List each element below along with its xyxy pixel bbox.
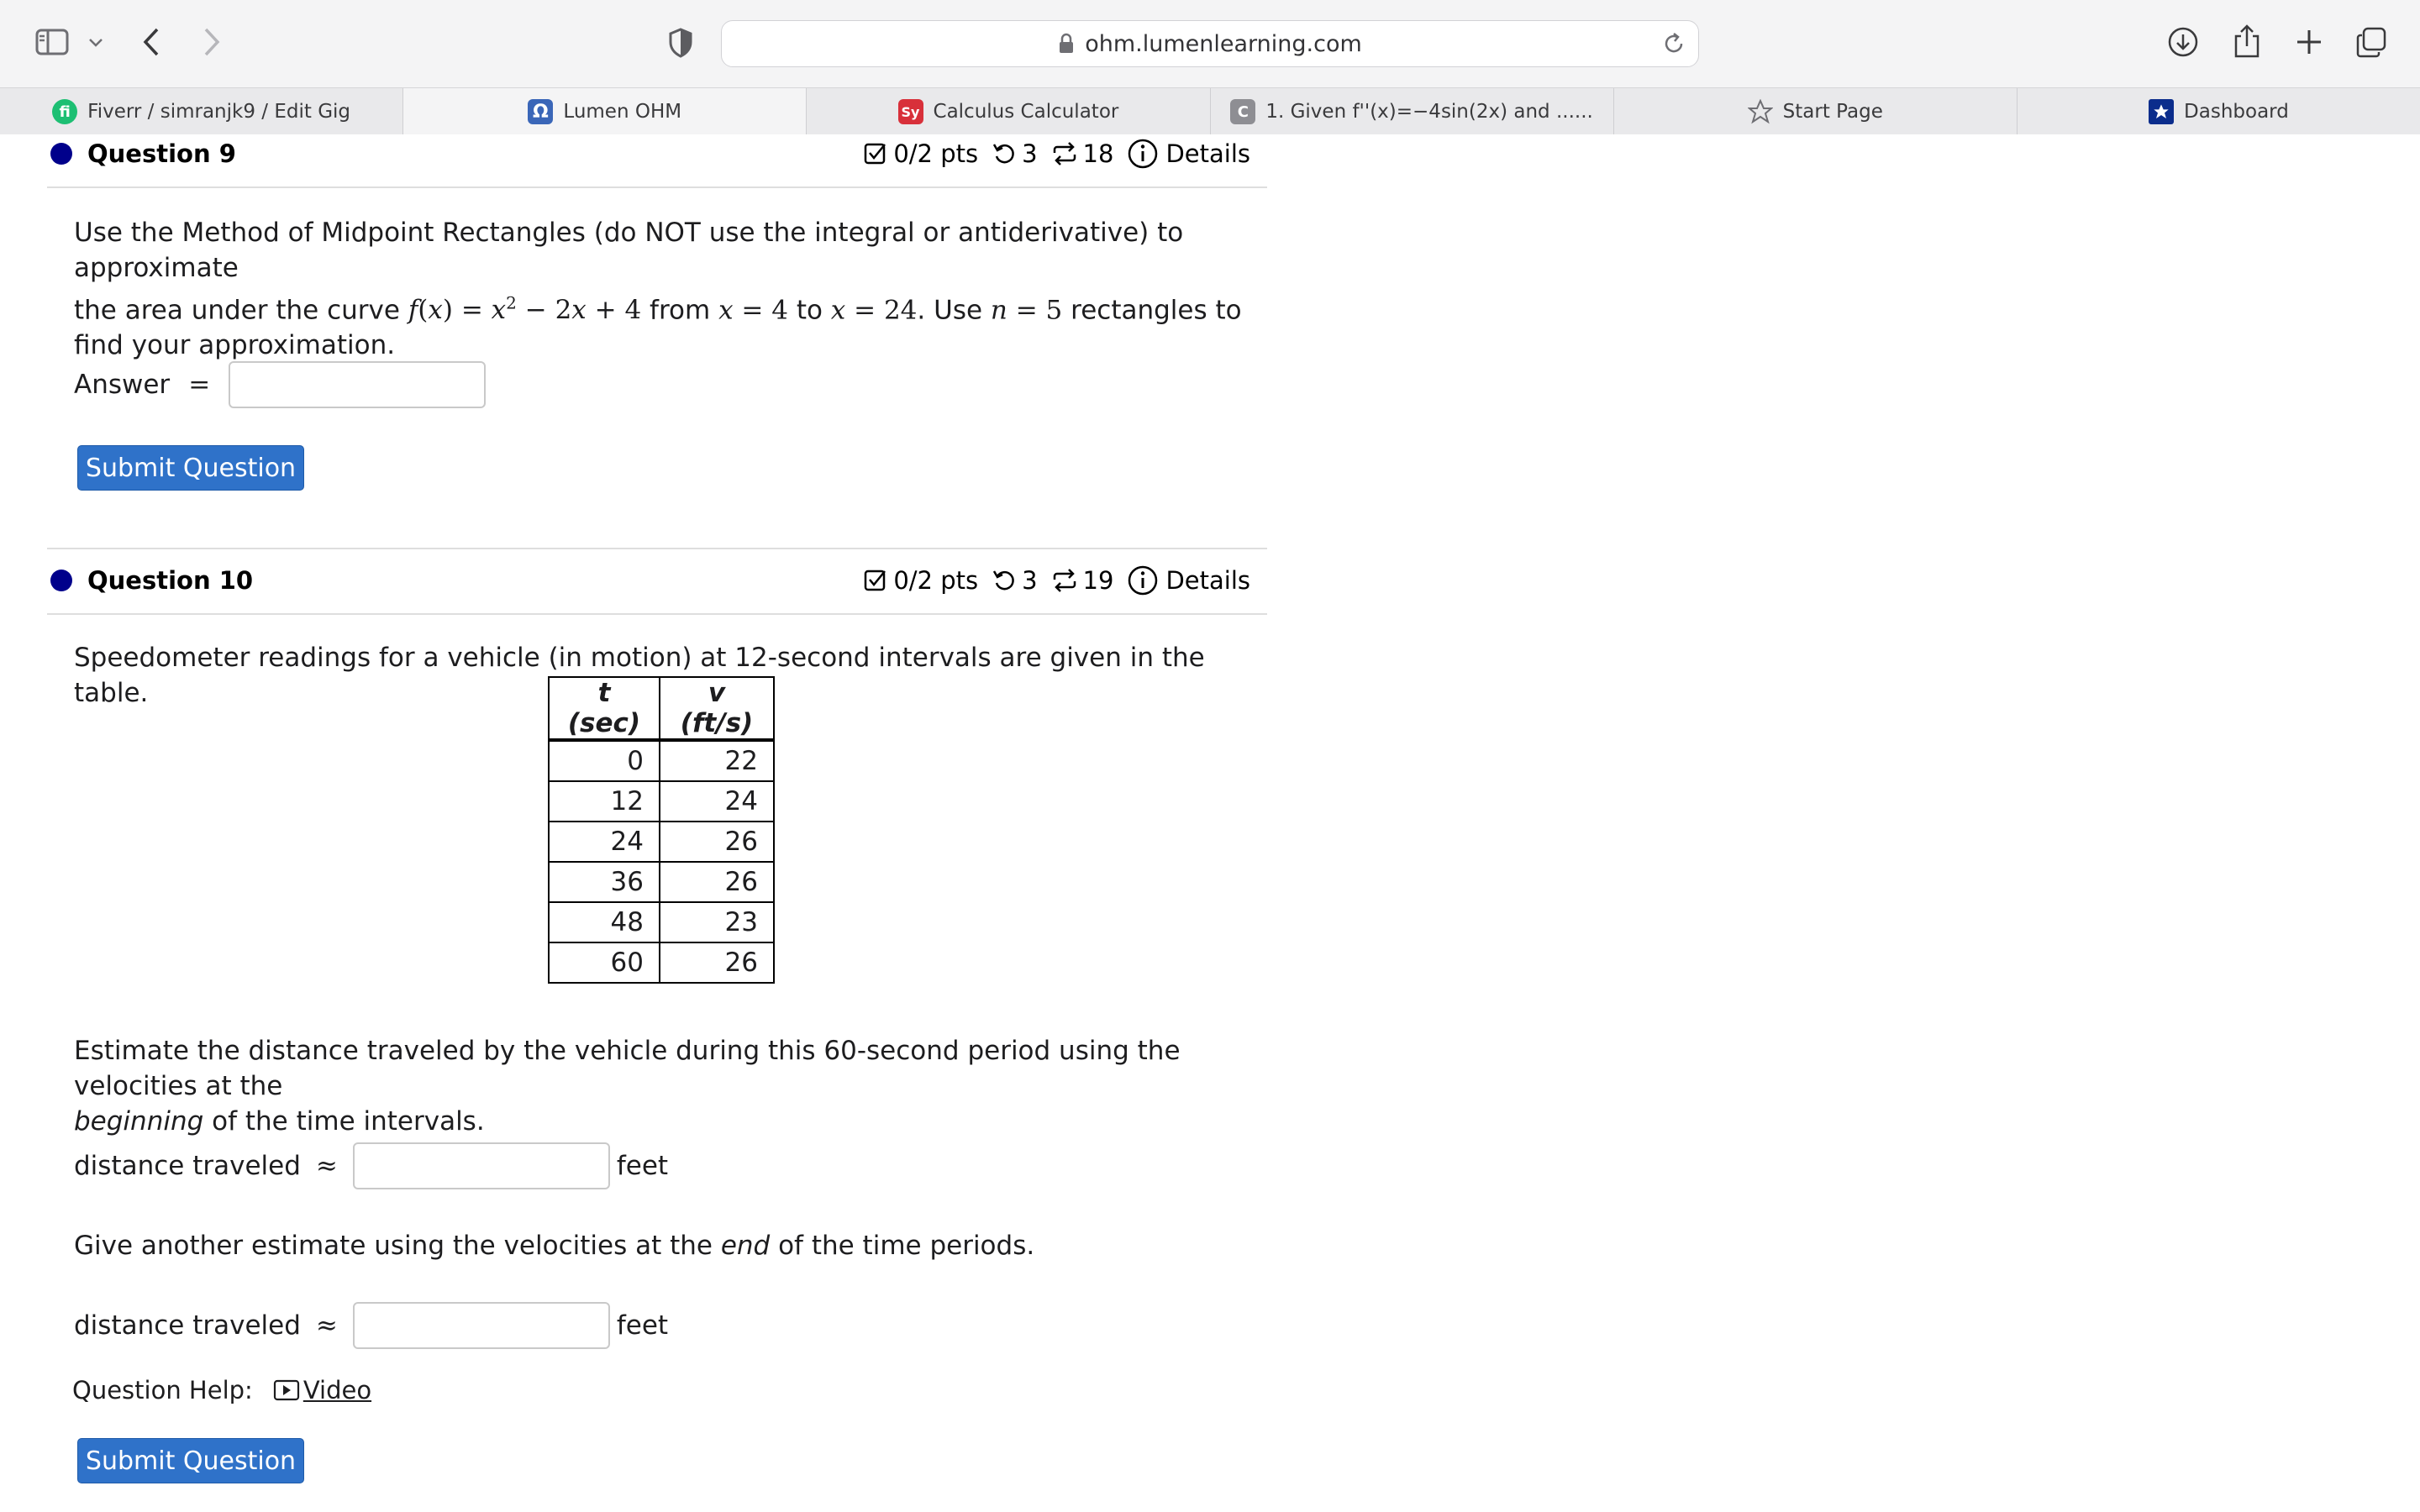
new-tab-plus-icon[interactable] (2291, 24, 2328, 60)
estimate-text (74, 1033, 1267, 1139)
chevron-down-icon[interactable] (82, 30, 109, 55)
table-header (549, 677, 660, 740)
table-row (549, 822, 774, 862)
table-cell: 24 (549, 822, 660, 862)
fiverr-icon: fi (52, 99, 77, 124)
checkbox-score-icon (863, 141, 888, 166)
dashboard-star-icon (2149, 99, 2174, 124)
question-text-line: Use the Method of Midpoint Rectangles (do NOT use the integral or antiderivative) to approximate (74, 218, 1184, 283)
emphasis-end: end (720, 1231, 771, 1261)
table-header-row (549, 677, 774, 740)
checkbox-score-icon (863, 568, 888, 593)
table-row (549, 740, 774, 781)
tab-calculus-calculator[interactable] (807, 88, 1210, 135)
score-value: 0/2 pts (893, 566, 979, 595)
reload-icon[interactable] (1661, 31, 1686, 60)
tab-label: 1. Given f''(x)=−4sin(2x) and ...... (1265, 101, 1593, 123)
browser-toolbar (0, 0, 2420, 87)
help-label: Question Help: (72, 1376, 253, 1404)
question-text-word: from (650, 295, 711, 326)
tab-label: Fiverr / simranjk9 / Edit Gig (87, 101, 351, 123)
another-text-part: Give another estimate using the velocities at the (74, 1231, 713, 1261)
approx-sign: ≈ (315, 1151, 338, 1181)
details-link[interactable]: Details (1165, 566, 1250, 595)
submit-question-9-button[interactable]: Submit Question (77, 445, 304, 491)
tab-label: Start Page (1782, 101, 1883, 123)
math-n-rectangles: n = 5 (990, 295, 1063, 326)
chegg-icon: C (1230, 99, 1255, 124)
header-t: t (sec) (567, 678, 641, 738)
question-10-header (47, 548, 1267, 615)
lock-icon (1058, 33, 1075, 55)
retry-icon (992, 568, 1017, 593)
math-lower-bound: x = 4 (718, 295, 788, 326)
sidebar-toggle-icon[interactable] (34, 25, 71, 59)
speedometer-table (548, 676, 775, 984)
question-text-word: rectangles to (1071, 295, 1242, 326)
table-row (549, 781, 774, 822)
table-cell: 23 (660, 902, 774, 942)
table-cell: 26 (660, 862, 774, 902)
address-bar[interactable] (721, 20, 1699, 67)
question-text-line: find your approximation. (74, 330, 396, 361)
table-cell: 0 (549, 740, 660, 781)
share-icon[interactable] (2228, 20, 2265, 62)
distance-label: distance traveled (74, 1310, 301, 1341)
tab-dashboard[interactable] (2018, 88, 2420, 135)
question-title: Question 9 (87, 139, 236, 168)
submit-question-10-button[interactable]: Submit Question (77, 1438, 304, 1483)
estimate-text-line: of the time intervals. (212, 1106, 485, 1137)
distance-row-1 (74, 1142, 668, 1189)
distance-label: distance traveled (74, 1151, 301, 1181)
table-row (549, 902, 774, 942)
symbolab-icon: Sy (898, 99, 923, 124)
attempts-value: 18 (1082, 139, 1114, 168)
table-header (660, 677, 774, 740)
attempts-icon (1051, 568, 1078, 593)
tab-lumen-ohm[interactable] (403, 88, 807, 135)
unit-label: feet (616, 1310, 669, 1341)
star-icon (1748, 99, 1773, 124)
info-icon[interactable] (1127, 564, 1159, 596)
table-cell: 22 (660, 740, 774, 781)
table-cell: 26 (660, 822, 774, 862)
question-help (72, 1376, 371, 1404)
table-row (549, 862, 774, 902)
back-arrow-icon[interactable] (134, 24, 168, 60)
table-cell: 12 (549, 781, 660, 822)
url-text: ohm.lumenlearning.com (1085, 30, 1362, 57)
retries-value: 3 (1022, 566, 1038, 595)
video-play-icon[interactable] (273, 1379, 300, 1401)
answer-row (74, 361, 486, 408)
omega-icon: Ω (528, 99, 553, 124)
table-cell: 48 (549, 902, 660, 942)
info-icon[interactable] (1127, 138, 1159, 170)
math-upper-bound: x = 24 (830, 295, 918, 326)
downloads-icon[interactable] (2165, 24, 2202, 60)
table-cell: 36 (549, 862, 660, 902)
table-row (549, 942, 774, 983)
tab-label: Calculus Calculator (933, 101, 1119, 123)
another-text-part: of the time periods. (778, 1231, 1035, 1261)
tab-start-page[interactable] (1614, 88, 2018, 135)
answer-input[interactable] (229, 361, 486, 408)
distance-input-end[interactable] (353, 1302, 610, 1349)
tab-label: Dashboard (2184, 101, 2289, 123)
question-text-word: . Use (917, 295, 983, 326)
table-cell: 26 (660, 942, 774, 983)
math-function: $f(x) = x^2 - 2x + 4$ (408, 293, 642, 326)
table-cell: 24 (660, 781, 774, 822)
answer-label: Answer (74, 370, 171, 400)
equals-sign: = (188, 370, 211, 400)
question-10-intro: Speedometer readings for a vehicle (in motion) at 12-second intervals are given in the table. (74, 643, 1205, 708)
tab-fiverr[interactable] (0, 88, 403, 135)
tab-bar (0, 87, 2420, 136)
status-dot (50, 570, 72, 591)
page-content (0, 134, 2420, 1512)
tab-label: Lumen OHM (563, 101, 682, 123)
another-estimate-text (74, 1228, 1267, 1263)
attempts-value: 19 (1082, 566, 1114, 595)
question-text-line: the area under the curve (74, 295, 400, 326)
tab-chegg[interactable] (1211, 88, 1614, 135)
tab-overview-icon[interactable] (2353, 24, 2390, 60)
score-value: 0/2 pts (893, 139, 979, 168)
question-9-header (47, 134, 1267, 188)
distance-row-2 (74, 1302, 668, 1349)
status-dot (50, 143, 72, 165)
question-title: Question 10 (87, 566, 254, 595)
emphasis-beginning: beginning (74, 1106, 204, 1137)
question-text-word: to (796, 295, 823, 326)
header-v: v (ft/s) (680, 678, 754, 738)
unit-label: feet (616, 1151, 669, 1181)
details-link[interactable]: Details (1165, 139, 1250, 168)
question-meta (863, 138, 1250, 170)
question-9-text (74, 215, 1267, 363)
distance-input-beginning[interactable] (353, 1142, 610, 1189)
retries-value: 3 (1022, 139, 1038, 168)
estimate-text-line: Estimate the distance traveled by the vehicle during this 60-second period using the velocities at the (74, 1036, 1181, 1101)
privacy-shield-icon[interactable] (664, 25, 697, 60)
approx-sign: ≈ (315, 1310, 338, 1341)
table-cell: 60 (549, 942, 660, 983)
forward-arrow-icon[interactable] (195, 24, 229, 60)
retry-icon (992, 141, 1017, 166)
question-meta (863, 564, 1250, 596)
attempts-icon (1051, 141, 1078, 166)
video-link[interactable]: Video (302, 1376, 372, 1404)
